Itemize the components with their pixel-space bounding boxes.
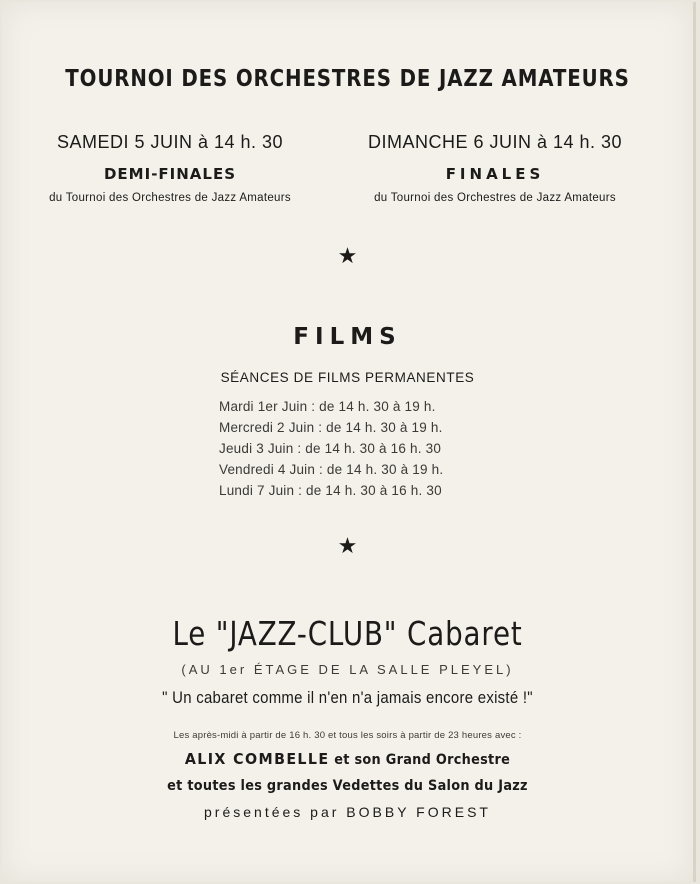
- cabaret-quote: " Un cabaret comme il n'en n'a jamais encore existé !": [162, 688, 533, 707]
- finals-label: FINALES: [445, 165, 545, 183]
- films-subtitle: SÉANCES DE FILMS PERMANENTES: [220, 370, 475, 385]
- headliner-suffix: et son Grand Orchestre: [329, 752, 511, 768]
- semifinals-date: SAMEDI 5 JUIN à 14 h. 30: [56, 132, 284, 152]
- schedule-line: Jeudi 3 Juin : de 14 h. 30 à 16 h. 30: [219, 441, 442, 456]
- schedule-line: Lundi 7 Juin : de 14 h. 30 à 16 h. 30: [219, 483, 442, 498]
- cabaret-location: (AU 1er ÉTAGE DE LA SALLE PLEYEL): [181, 662, 514, 677]
- cabaret-title: Le "JAZZ-CLUB" Cabaret: [172, 614, 523, 653]
- finals-block: [335, 132, 655, 204]
- cabaret-hours: Les après-midi à partir de 16 h. 30 et tous les soirs à partir de 23 heures avec :: [173, 730, 522, 741]
- schedule-line: Vendredi 4 Juin : de 14 h. 30 à 19 h.: [219, 462, 444, 477]
- headliner-name: ALIX COMBELLE: [184, 750, 330, 768]
- schedule-line: Mercredi 2 Juin : de 14 h. 30 à 19 h.: [219, 420, 443, 435]
- films-title: FILMS: [293, 324, 402, 350]
- finals-date: DIMANCHE 6 JUIN à 14 h. 30: [367, 132, 623, 152]
- star-divider-icon: ★: [337, 534, 358, 559]
- finals-subtitle: du Tournoi des Orchestres de Jazz Amateurs: [374, 192, 616, 204]
- semifinals-label: DEMI-FINALES: [103, 165, 237, 183]
- tournament-title: TOURNOI DES ORCHESTRES DE JAZZ AMATEURS: [65, 66, 630, 92]
- semifinals-subtitle: du Tournoi des Orchestres de Jazz Amateurs: [49, 192, 291, 204]
- headliner-line: [30, 750, 666, 768]
- semifinals-block: [10, 132, 330, 204]
- program-page: [2, 2, 696, 882]
- star-divider-icon: ★: [337, 244, 358, 269]
- vedettes-line: et toutes les grandes Vedettes du Salon du Jazz: [167, 778, 528, 794]
- schedule-line: Mardi 1er Juin : de 14 h. 30 à 19 h.: [219, 399, 436, 414]
- presenter-line: présentées par BOBBY FOREST: [204, 804, 491, 820]
- films-schedule: [219, 396, 443, 501]
